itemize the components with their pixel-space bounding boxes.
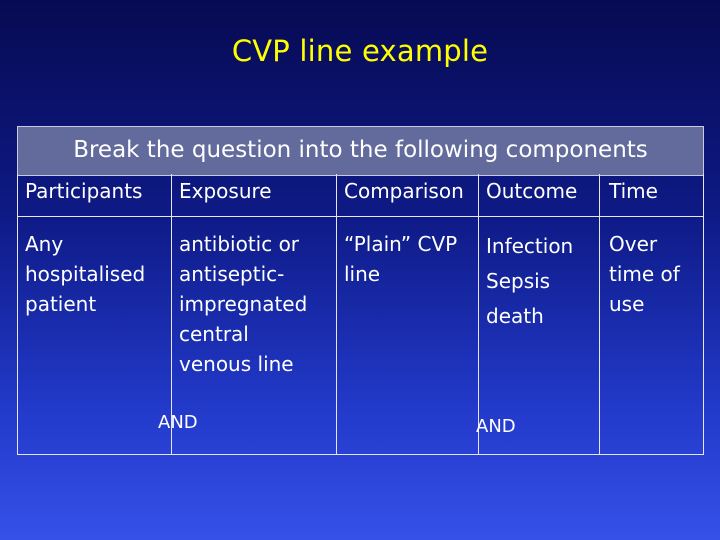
column-label-participants: Participants (25, 179, 143, 203)
column-label-time: Time (609, 179, 658, 203)
pico-table (17, 126, 704, 455)
table-border-bottom (17, 454, 704, 455)
column-label-outcome: Outcome (486, 179, 578, 203)
cell-exposure: antibiotic or antiseptic- impregnated central venous line (179, 232, 308, 376)
cell-time: Over time of use (609, 232, 680, 316)
table-header: Break the question into the following components (17, 126, 704, 176)
slide-title: CVP line example (231, 34, 489, 68)
column-label-exposure: Exposure (179, 179, 272, 203)
and-label-left: AND (158, 412, 198, 433)
cell-comparison: “Plain” CVP line (344, 232, 458, 286)
and-label-right: AND (476, 416, 516, 437)
cell-participants: Any hospitalised patient (25, 232, 146, 316)
column-label-comparison: Comparison (344, 179, 464, 203)
cell-outcome: Infection Sepsis death (486, 234, 574, 328)
row-divider (17, 216, 704, 217)
